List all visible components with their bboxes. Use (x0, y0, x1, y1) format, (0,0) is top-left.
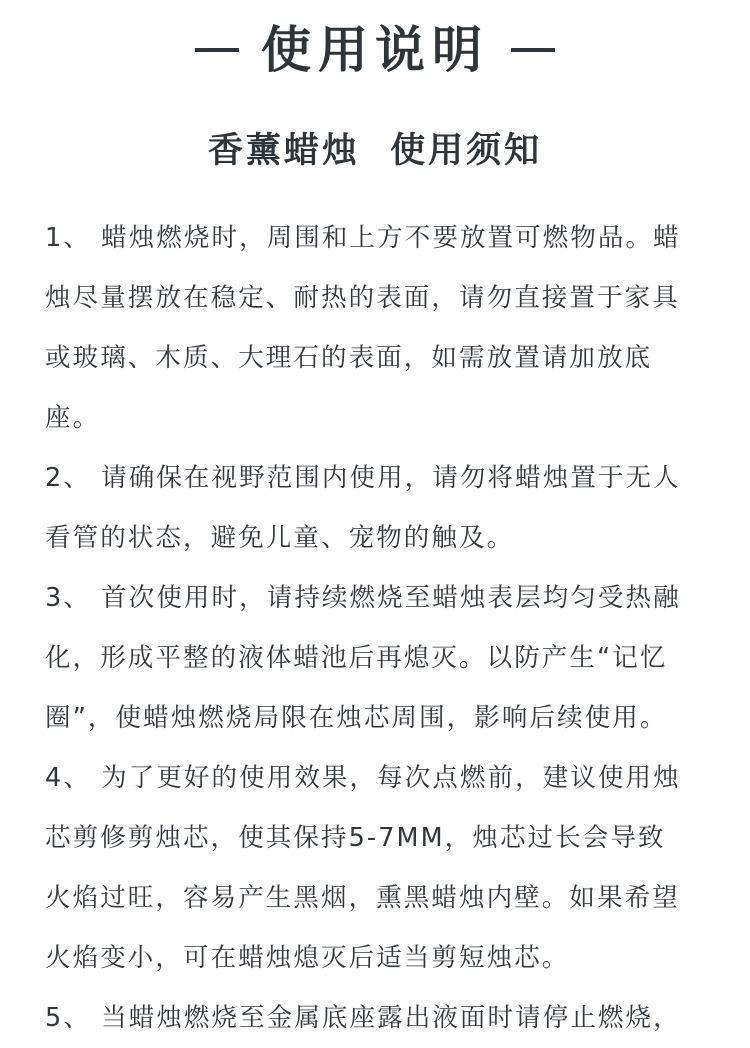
instruction-item-3 (45, 568, 710, 748)
instruction-item-5 (45, 988, 710, 1048)
instructions-list (45, 208, 710, 1048)
instruction-line: 火焰过旺，容易产生黑烟，熏黑蜡烛内壁。如果希望 (45, 883, 680, 913)
instruction-line: 3、 首次使用时，请持续燃烧至蜡烛表层均匀受热融 (45, 583, 681, 613)
left-dash-decoration (195, 48, 239, 52)
instruction-line: 化，形成平整的液体蜡池后再熄灭。以防产生“记忆 (45, 643, 668, 673)
instruction-line: 4、 为了更好的使用效果，每次点燃前，建议使用烛 (45, 763, 681, 793)
page-header (0, 14, 750, 86)
section-subtitle: 香薰蜡烛 使用须知 (207, 131, 543, 171)
instruction-item-1 (45, 208, 710, 448)
instruction-line: 或玻璃、木质、大理石的表面，如需放置请加放底 (45, 343, 653, 373)
instruction-line: 火焰变小，可在蜡烛熄灭后适当剪短烛芯。 (45, 943, 570, 973)
instruction-line: 芯剪修剪烛芯，使其保持5-7MM，烛芯过长会导致 (45, 823, 666, 853)
instruction-item-2 (45, 448, 710, 568)
instruction-line: 圈”，使蜡烛燃烧局限在烛芯周围，影响后续使用。 (45, 703, 668, 733)
instruction-line: 烛尽量摆放在稳定、耐热的表面，请勿直接置于家具 (45, 283, 680, 313)
page-title: 使用说明 (261, 21, 489, 79)
instruction-line: 2、 请确保在视野范围内使用，请勿将蜡烛置于无人 (45, 463, 681, 493)
instruction-line: 5、 当蜡烛燃烧至金属底座露出液面时请停止燃烧， (45, 1003, 681, 1033)
instruction-line: 1、 蜡烛燃烧时，周围和上方不要放置可燃物品。蜡 (45, 223, 681, 253)
right-dash-decoration (511, 48, 555, 52)
instruction-line: 座。 (45, 403, 101, 433)
instruction-item-4 (45, 748, 710, 988)
instruction-line: 看管的状态，避免儿童、宠物的触及。 (45, 523, 515, 553)
